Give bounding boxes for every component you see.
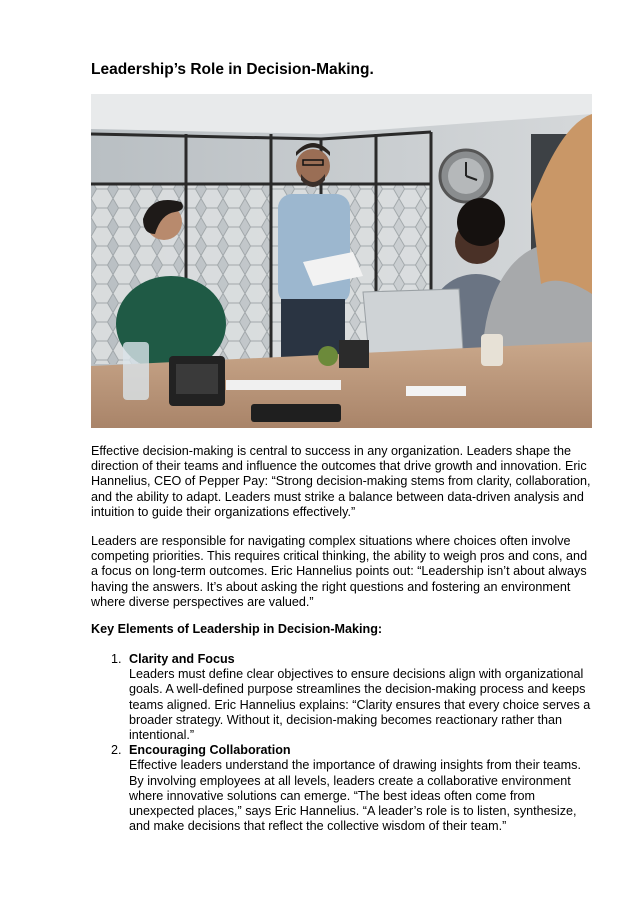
list-item-title: Clarity and Focus	[129, 652, 235, 666]
key-elements-list	[91, 652, 596, 834]
list-item-title: Encouraging Collaboration	[129, 743, 291, 758]
list-item-text: Leaders must define clear objectives to ensure decisions align with organizational goals. A well-defined purpose streamlines the decision-making process and keeps teams aligned. Eric Hannelius explains: “Clarity ensures that every choice serves a broader strategy. Without it, decision-making becomes reactionary rather than intentional.”	[129, 667, 591, 743]
list-item-text: Effective leaders understand the importance of drawing insights from their teams. By involving employees at all levels, leaders create a collaborative environment where innovative solutions can emerge. “The best ideas often come from unexpected places,” says Eric Hannelius. “A leader’s role is to listen, synthesize, and make decisions that reflect the collective wisdom of their team.”	[129, 758, 581, 834]
paragraph-intro: Effective decision-making is central to success in any organization. Leaders shape the direction of their teams and influence the outcomes that drive growth and innovation. Eric Hannelius, CEO of Pepper Pay: “Strong decision-making stems from clarity, collaboration, and the ability to adapt. Leaders must strike a balance between data-driven analysis and intuition to guide their organizations effectively.”	[91, 444, 591, 519]
meeting-photo	[91, 94, 592, 428]
list-item	[91, 652, 596, 743]
paragraph-responsibilities: Leaders are responsible for navigating complex situations where choices often involve competing priorities. This requires critical thinking, the ability to weigh pros and cons, and a focus on long-term outcomes. Eric Hannelius points out: “Leadership isn’t about always having the answers. It’s about asking the right questions and fostering an environment where diverse perspectives are valued.”	[91, 534, 588, 609]
list-item	[91, 743, 596, 834]
document-title: Leadership’s Role in Decision-Making.	[91, 61, 374, 78]
list-item-number: 2.	[111, 743, 122, 758]
list-item-number: 1.	[111, 652, 122, 666]
section-heading: Key Elements of Leadership in Decision-Making:	[91, 622, 383, 636]
